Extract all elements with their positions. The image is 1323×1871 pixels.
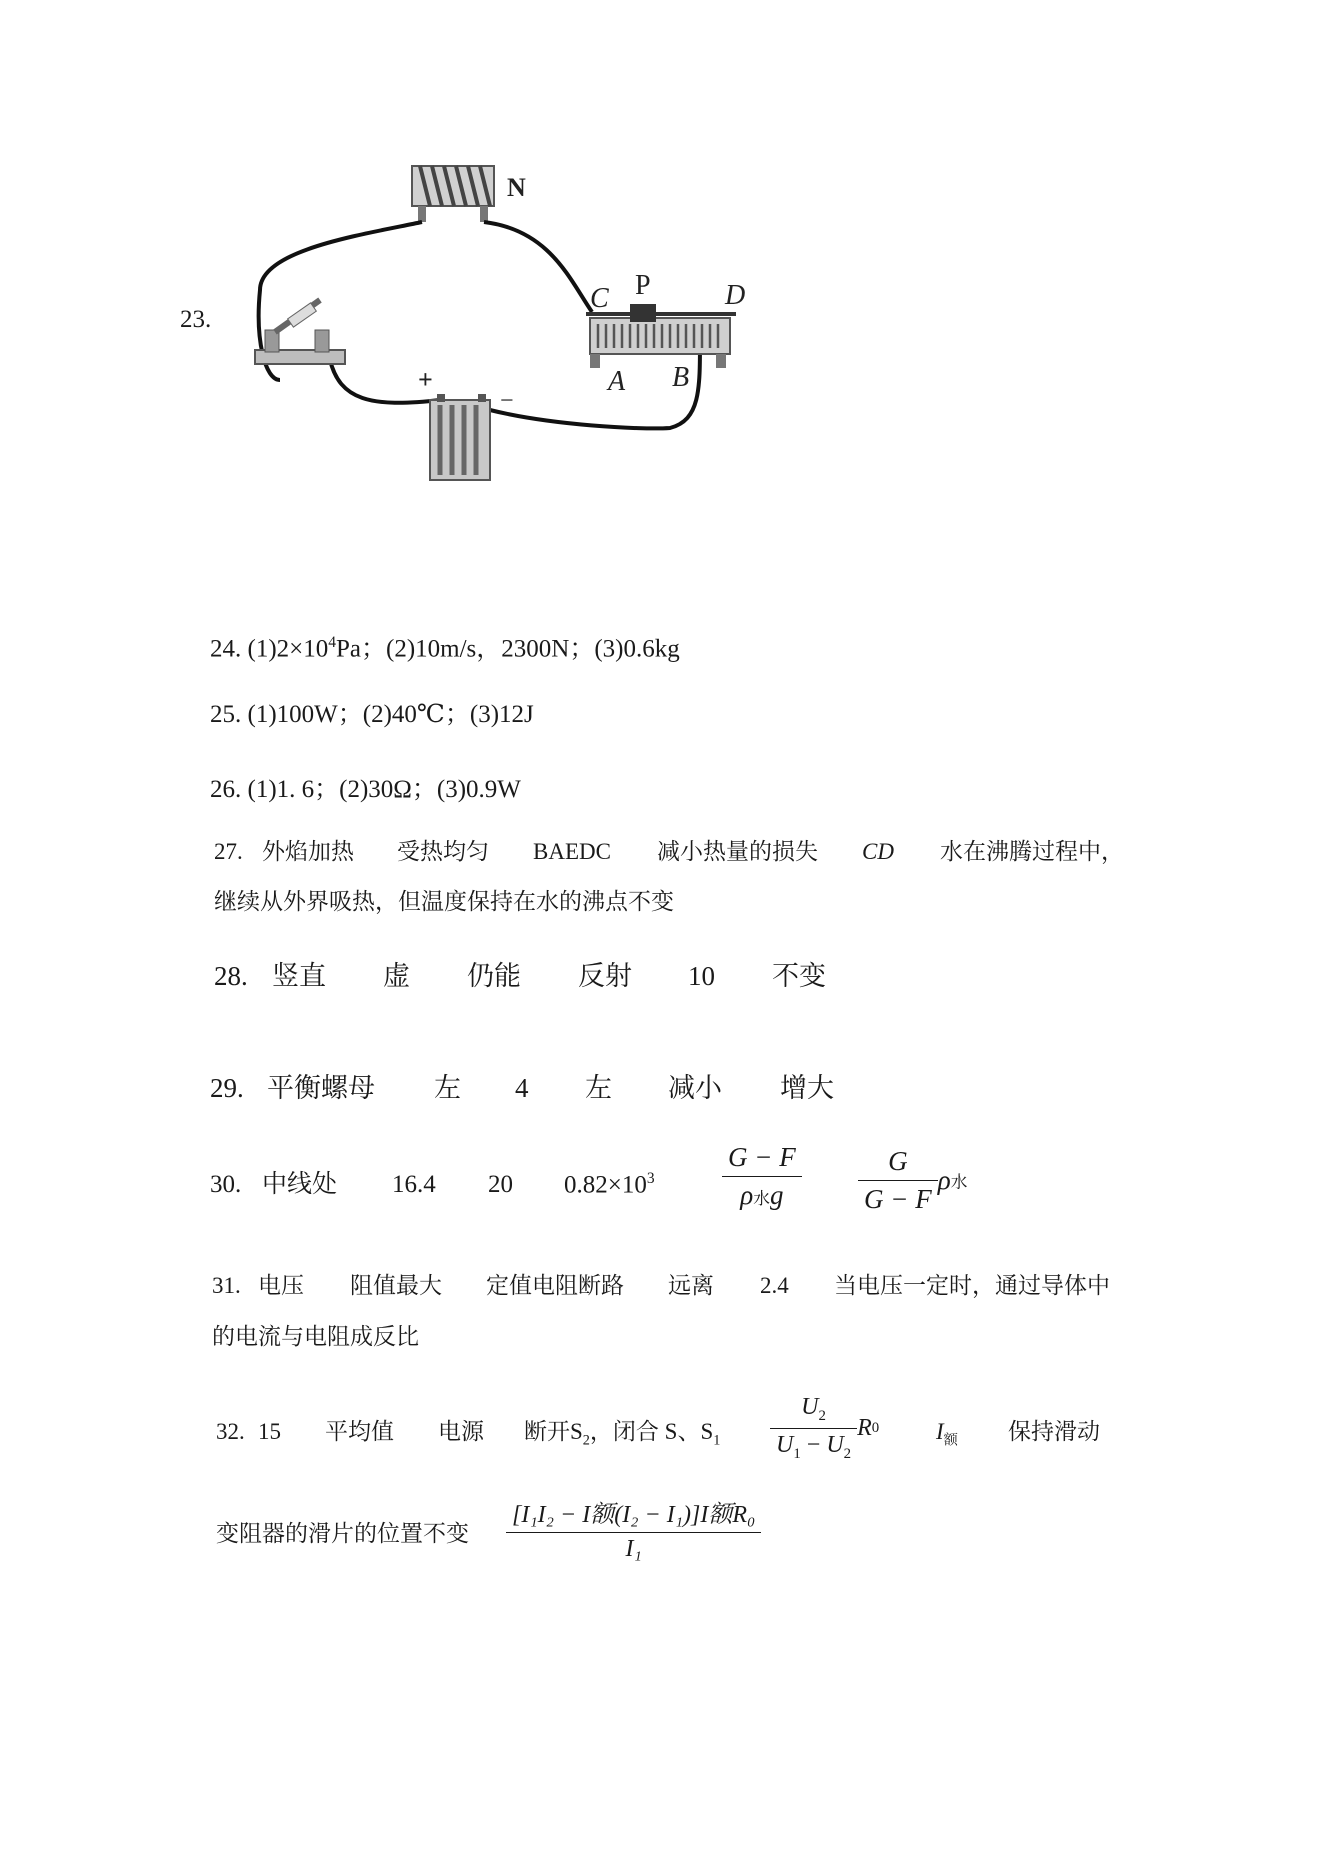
q23-number: 23. bbox=[180, 306, 212, 333]
q30-a4-base: 0.82×10 bbox=[564, 1171, 647, 1199]
q28-a6: 不变 bbox=[772, 961, 826, 991]
q32-a1: 15 bbox=[258, 1419, 281, 1444]
q27-a1: 外焰加热 bbox=[262, 839, 354, 864]
q32-f1-R: R bbox=[857, 1414, 872, 1441]
q27-a3: BAEDC bbox=[533, 839, 611, 864]
q30-a4 bbox=[564, 1170, 655, 1200]
q32-f1-minus: − bbox=[800, 1431, 827, 1458]
q32-a2: 平均值 bbox=[325, 1419, 394, 1444]
q32-a5-I: I bbox=[936, 1419, 944, 1444]
q32-f1-U1-sub: 1 bbox=[793, 1445, 801, 1462]
q30-f1-rho: ρ bbox=[740, 1180, 754, 1210]
label-B: B bbox=[672, 362, 690, 393]
q32-a4-mid: ，闭合 S、S bbox=[589, 1419, 714, 1444]
q27-line2: 继续从外界吸热，但温度保持在水的沸点不变 bbox=[214, 889, 674, 914]
q25-answer bbox=[210, 700, 534, 730]
q30-f2-numerator: G bbox=[858, 1146, 938, 1181]
q31-a3: 定值电阻断路 bbox=[486, 1273, 624, 1298]
q28-a1: 竖直 bbox=[272, 961, 326, 991]
q32-a5 bbox=[936, 1418, 958, 1450]
q26-text: (1)1. 6；(2)30Ω；(3)0.9W bbox=[247, 776, 521, 803]
wire-coil-rheostat bbox=[484, 222, 592, 312]
label-C: C bbox=[590, 283, 609, 314]
q29-a6: 增大 bbox=[780, 1073, 834, 1103]
q25-text: (1)100W；(2)40℃；(3)12J bbox=[247, 701, 534, 728]
q32-f2-numerator: [I₁I₂ − I额(I₂ − I₁)]I额R₀ bbox=[506, 1494, 761, 1533]
q29-a4: 左 bbox=[585, 1073, 612, 1103]
q32-f2-denominator: I₁ bbox=[625, 1536, 642, 1562]
q29-a2: 左 bbox=[434, 1073, 461, 1103]
q26-number: 26. bbox=[210, 776, 242, 803]
q30-a1: 中线处 bbox=[262, 1171, 338, 1198]
label-D: D bbox=[725, 280, 746, 311]
q32-formula-1 bbox=[770, 1394, 879, 1463]
q32-a6: 保持滑动 bbox=[1008, 1419, 1100, 1444]
q28-a2: 虚 bbox=[383, 961, 410, 991]
q31-a1: 电压 bbox=[258, 1273, 304, 1298]
q27-a5: CD bbox=[862, 839, 894, 864]
label-P: P bbox=[635, 270, 651, 301]
switch-icon bbox=[255, 300, 345, 364]
q29-number: 29. bbox=[210, 1073, 244, 1103]
q24-number: 24. bbox=[210, 635, 242, 663]
q29-a3: 4 bbox=[515, 1073, 529, 1103]
q27-a6: 水在沸腾过程中， bbox=[940, 839, 1124, 864]
q32-a4-s1: 1 bbox=[713, 1432, 721, 1449]
q28-number: 28. bbox=[214, 961, 248, 991]
q32-f1-R-sub: 0 bbox=[871, 1419, 880, 1436]
q31-a5: 2.4 bbox=[760, 1273, 789, 1298]
q30-f2-rho-sub: 水 bbox=[950, 1172, 968, 1192]
battery-icon bbox=[430, 394, 490, 480]
q32-f1-U-sub: 2 bbox=[818, 1407, 826, 1424]
label-plus: + bbox=[418, 365, 433, 394]
q32-line2: 变阻器的滑片的位置不变 bbox=[216, 1521, 469, 1546]
q30-a3: 20 bbox=[488, 1171, 513, 1198]
q32-a4 bbox=[524, 1418, 720, 1450]
q30-f1-g: g bbox=[769, 1180, 784, 1210]
q30-formula-2 bbox=[858, 1146, 967, 1215]
q27-a2: 受热均匀 bbox=[397, 839, 489, 864]
q27-number: 27. bbox=[214, 839, 243, 864]
q32-formula-2 bbox=[506, 1494, 761, 1563]
q29-a1: 平衡螺母 bbox=[267, 1073, 375, 1103]
q24-answer bbox=[210, 634, 680, 664]
q32-number: 32. bbox=[216, 1419, 245, 1444]
q31-a2: 阻值最大 bbox=[350, 1273, 442, 1298]
q32-a5-sub: 额 bbox=[943, 1432, 958, 1449]
q30-a2: 16.4 bbox=[392, 1171, 436, 1198]
q31-line2: 的电流与电阻成反比 bbox=[212, 1324, 419, 1349]
q24-part1: (1)2×10 bbox=[247, 635, 329, 663]
q32-a4-pre: 断开S bbox=[524, 1419, 583, 1444]
q32-f1-U2-sub: 2 bbox=[843, 1445, 852, 1462]
q30-f1-numerator: G − F bbox=[722, 1142, 802, 1177]
q31-a4: 远离 bbox=[668, 1273, 714, 1298]
label-A: A bbox=[608, 366, 626, 397]
q32-f1-U: U bbox=[801, 1394, 819, 1420]
q32-f1-U1: U bbox=[776, 1431, 794, 1458]
q32-a4-s2: 2 bbox=[582, 1432, 590, 1449]
q27-a4: 减小热量的损失 bbox=[657, 839, 818, 864]
q30-f1-rho-sub: 水 bbox=[753, 1189, 770, 1208]
q30-f2-rho: ρ bbox=[937, 1165, 951, 1195]
q30-number: 30. bbox=[210, 1171, 242, 1198]
q30-f2-denominator: G − F bbox=[864, 1184, 932, 1214]
label-minus: − bbox=[500, 388, 514, 414]
q31-a6: 当电压一定时，通过导体中 bbox=[834, 1273, 1110, 1298]
q24-part2: Pa；(2)10m/s，2300N；(3)0.6kg bbox=[336, 635, 680, 663]
q24-exp: 4 bbox=[328, 634, 336, 651]
q32-a3: 电源 bbox=[438, 1419, 484, 1444]
q32-f1-U2: U bbox=[826, 1431, 844, 1458]
q29-a5: 减小 bbox=[668, 1073, 722, 1103]
q30-formula-1 bbox=[722, 1142, 802, 1211]
q28-a5: 10 bbox=[688, 961, 715, 991]
q26-answer bbox=[210, 775, 521, 805]
q28-a4: 反射 bbox=[578, 961, 632, 991]
q30-a4-exp: 3 bbox=[646, 1170, 655, 1187]
q31-number: 31. bbox=[212, 1273, 241, 1298]
label-N: N bbox=[507, 173, 526, 202]
coil-icon bbox=[412, 166, 494, 222]
q28-a3: 仍能 bbox=[467, 961, 521, 991]
circuit-diagram bbox=[300, 173, 800, 490]
q25-number: 25. bbox=[210, 701, 242, 728]
